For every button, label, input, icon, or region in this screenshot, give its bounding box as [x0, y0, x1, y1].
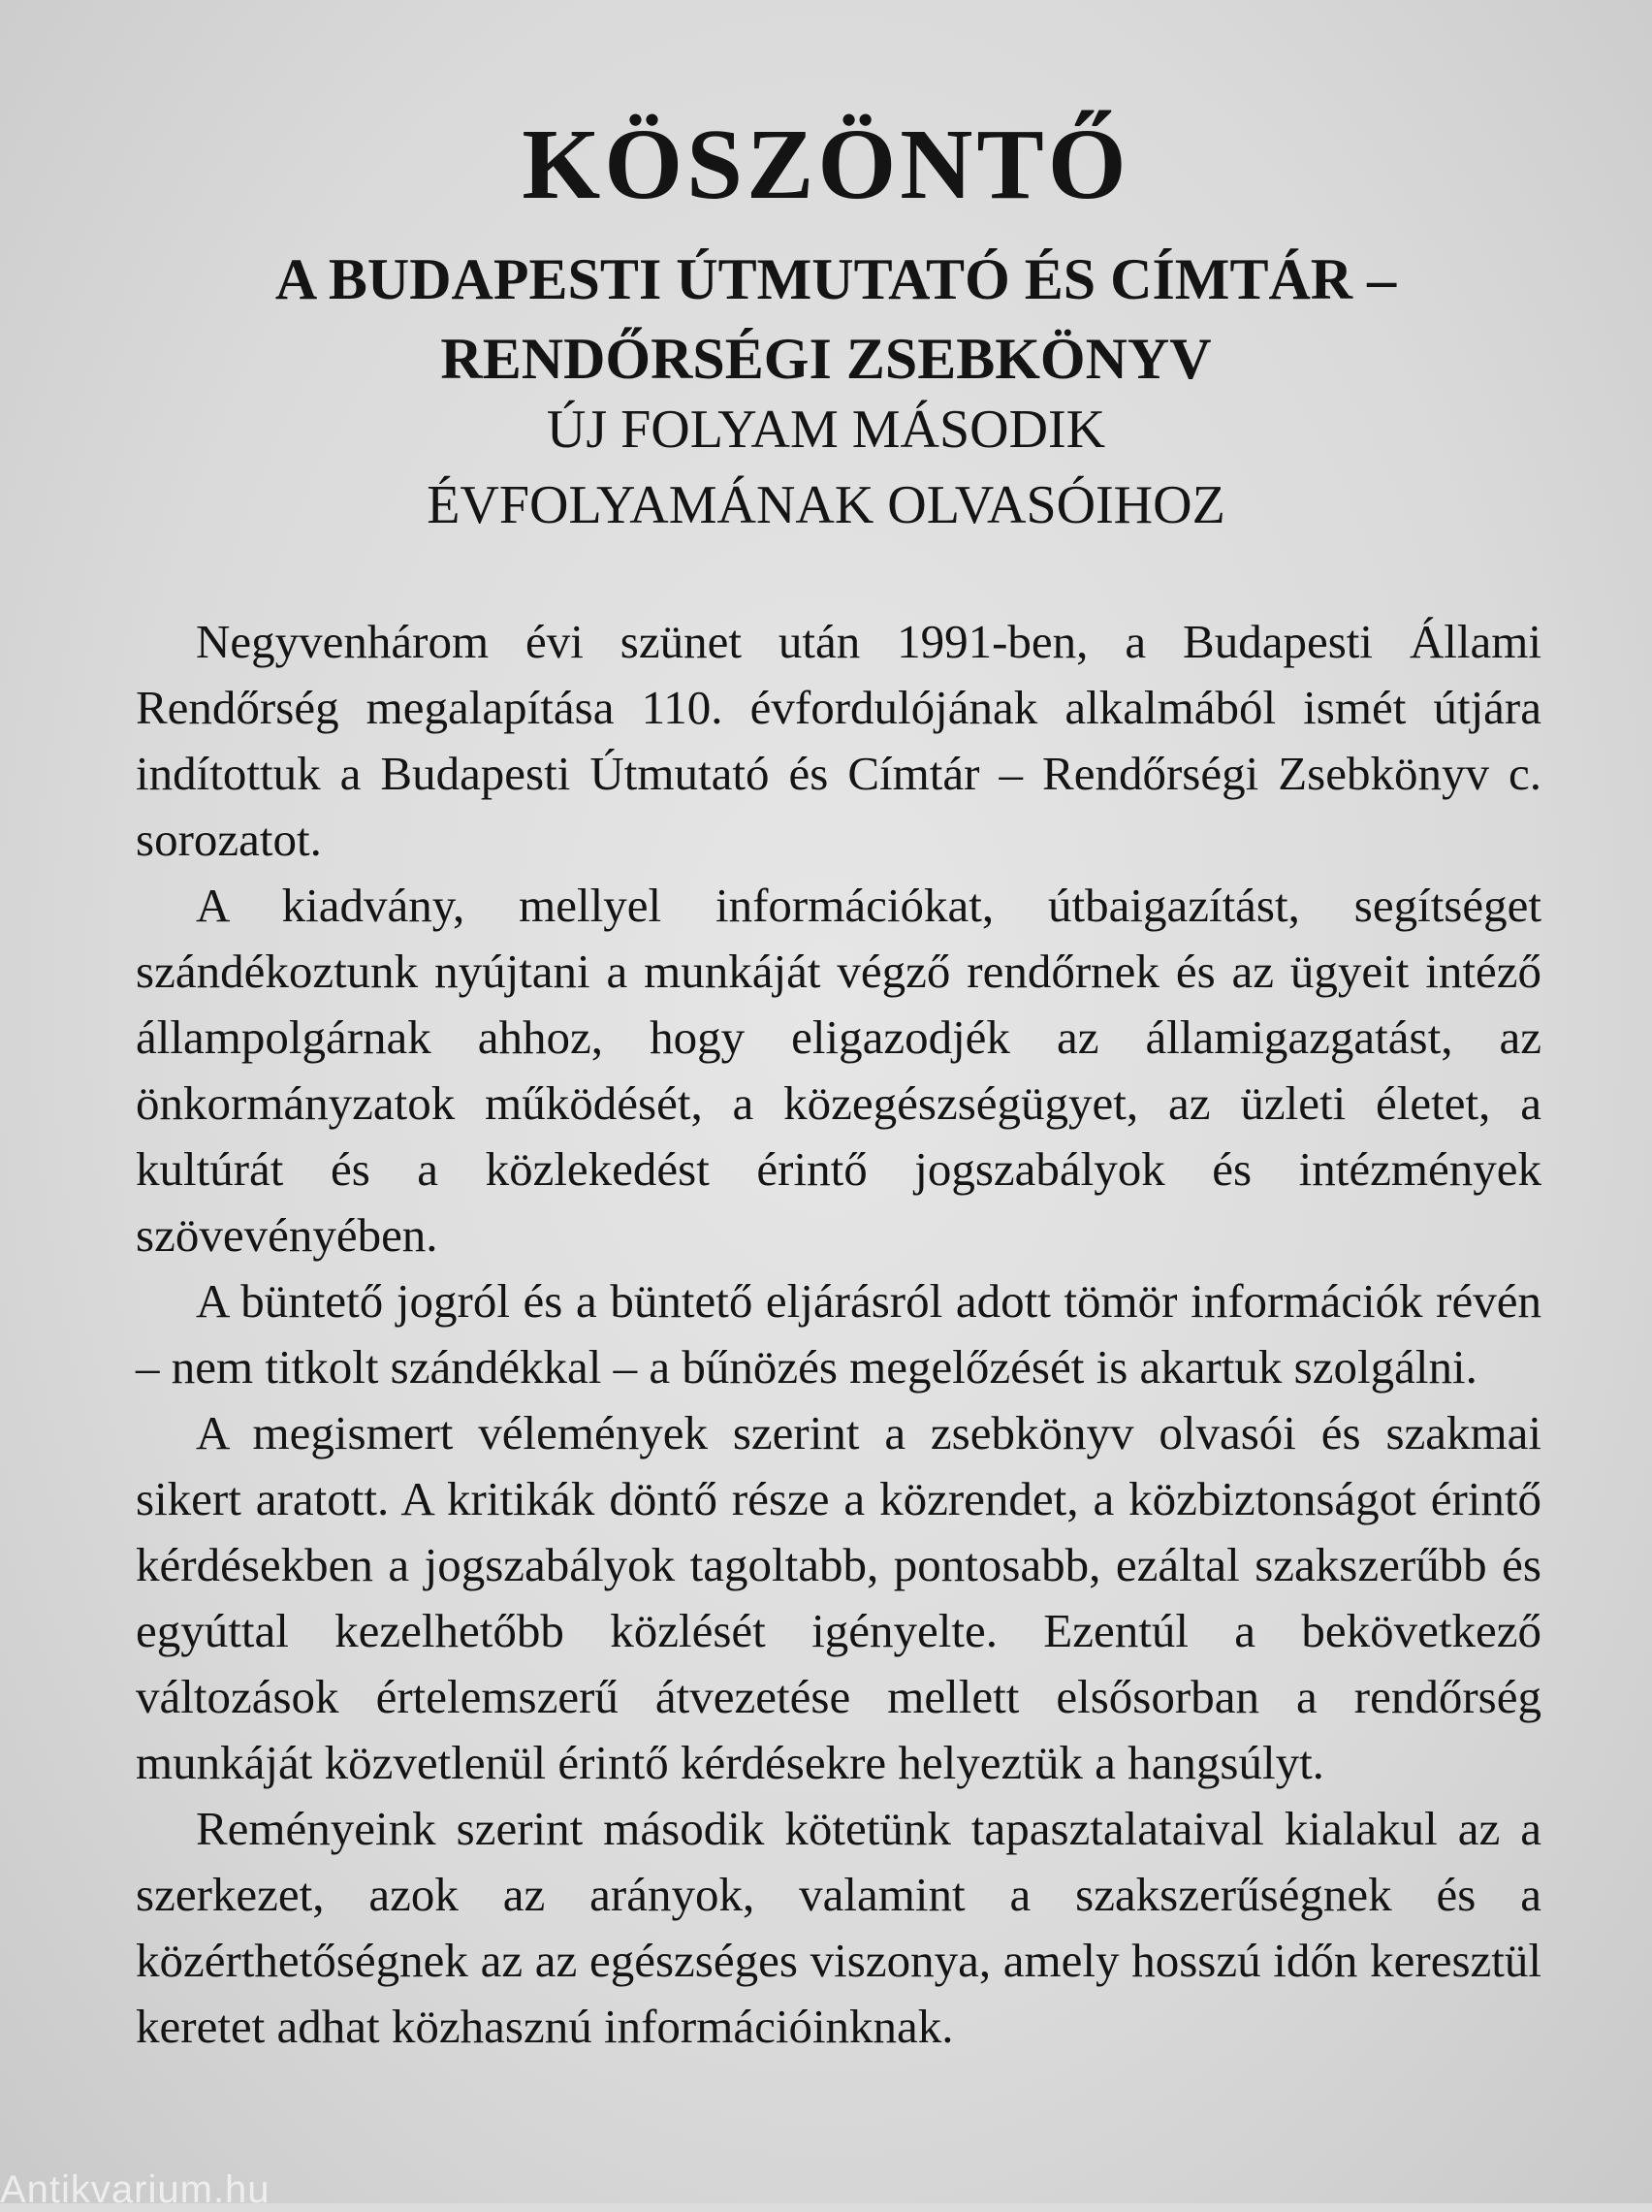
body-text	[136, 609, 1541, 2060]
page-title: KÖSZÖNTŐ	[522, 109, 1130, 220]
subtitle-line-3: ÚJ FOLYAM MÁSODIK	[546, 400, 1106, 460]
paragraph-1: Negyvenhárom évi szünet után 1991-ben, a Budapesti Állami Rendőrség megalapítása 110. évfordulójának alkalmából ismét útjára indítottuk a Budapesti Útmutató és Címtár – Rendőrségi Zsebkönyv c. sorozatot.	[136, 615, 1541, 866]
paragraph-4: A megismert vélemények szerint a zsebkönyv olvasói és szakmai sikert aratott. A kritikák döntő része a közrendet, a közbiztonságot érintő kérdésekben a jogszabályok tagoltabb, pontosabb, ezáltal szakszerűbb és egyúttal kezelhetőbb közlését igényelte. Ezentúl a bekövetkező változások értelemszerű átvezetése mellett elsősorban a rendőrség munkáját közvetlenül érintő kérdésekre helyeztük a hangsúlyt.	[136, 1406, 1541, 1789]
paragraph-3: A büntető jogról és a büntető eljárásról adott tömör információk révén – nem titkolt szándékkal – a bűnözés megelőzését is akartuk szolgálni.	[136, 1274, 1541, 1394]
subtitle-line-1: A BUDAPESTI ÚTMUTATÓ ÉS CÍMTÁR –	[274, 247, 1397, 311]
subtitle-line-4: ÉVFOLYAMÁNAK OLVASÓIHOZ	[427, 475, 1225, 535]
paragraph-5: Reményeink szerint második kötetünk tapasztalataival kialakul az a szerkezet, azok az arányok, valamint a szakszerűségnek és a közérthetőségnek az az egészséges viszonya, amely hosszú időn keresztül keretet adhat közhasznú információinknak.	[136, 1802, 1541, 2053]
paragraph-2: A kiadvány, mellyel információkat, útbaigazítást, segítséget szándékoztunk nyújtani a munkáját végző rendőrnek és az ügyeit intéző állampolgárnak ahhoz, hogy eligazodjék az államigazgatást, az önkormányzatok működését, a közegészségügyet, az üzleti életet, a kultúrát és a közlekedést érintő jogszabályok és intézmények szövevényében.	[136, 879, 1541, 1262]
subtitle-line-2: RENDŐRSÉGI ZSEBKÖNYV	[440, 327, 1212, 391]
watermark: Antikvarium.hu	[0, 2168, 270, 2211]
